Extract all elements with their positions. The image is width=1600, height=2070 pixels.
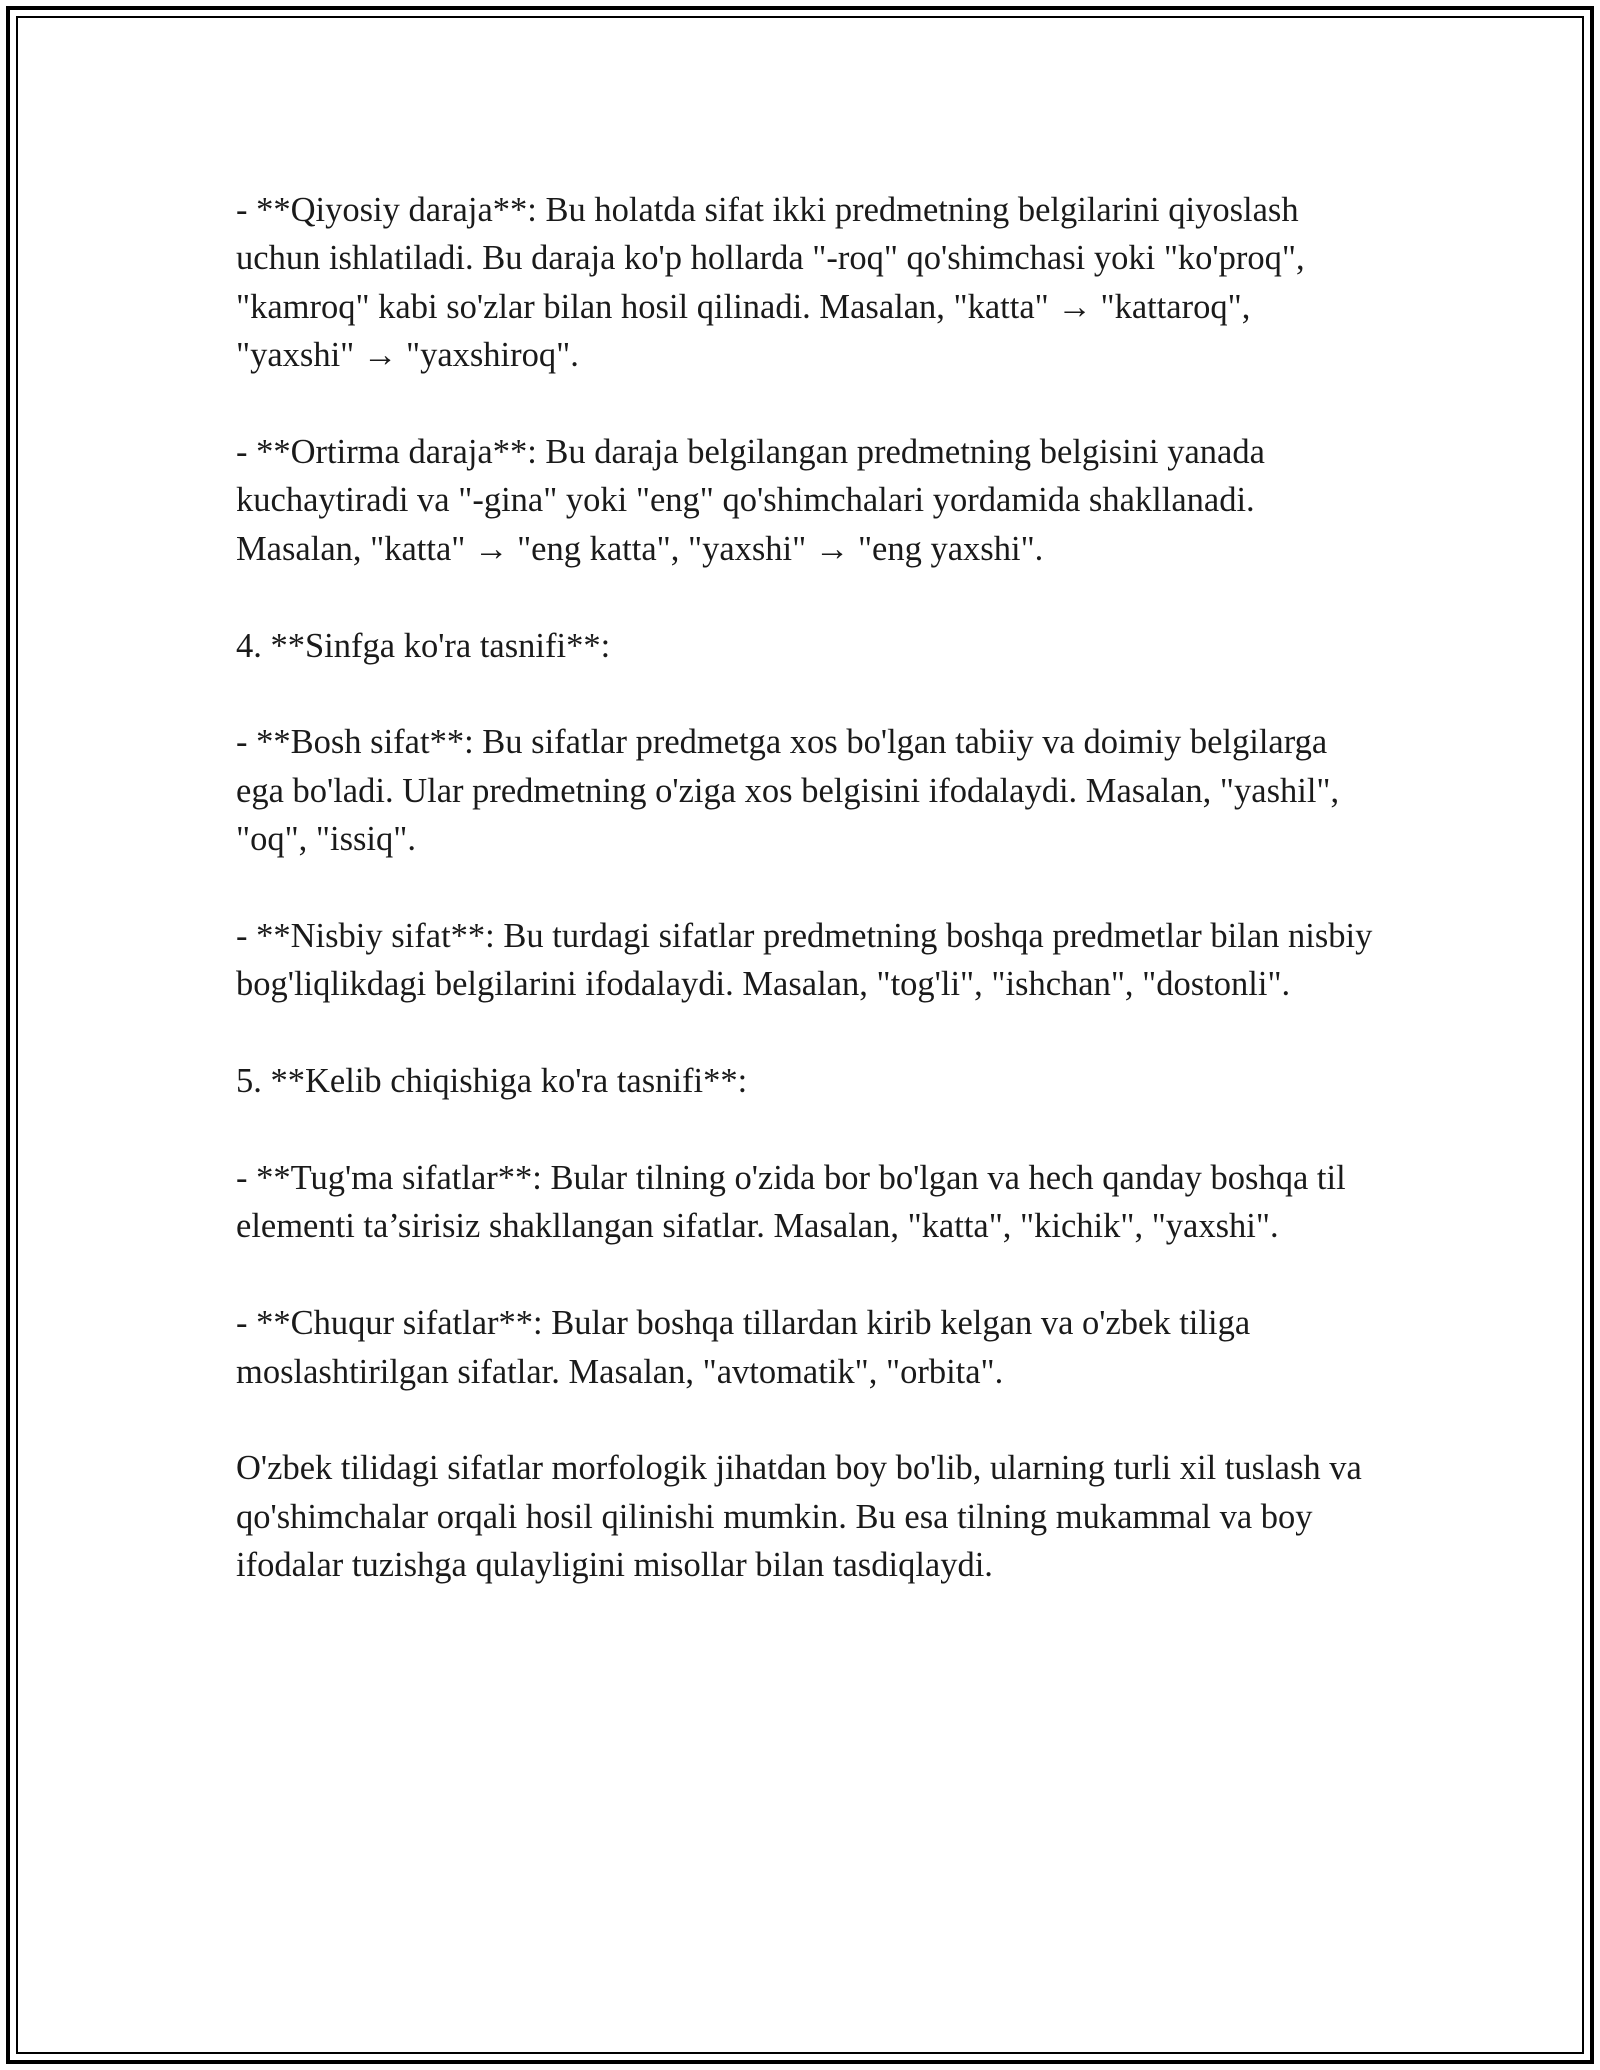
paragraph-tugma-sifatlar: - **Tug'ma sifatlar**: Bular tilning o'zida bor bo'lgan va hech qanday boshqa til elementi ta’sirisiz shakllangan sifatlar. Masalan, "katta", "kichik", "yaxshi".	[236, 1159, 1346, 1246]
heading-kelib-chiqishiga-kora-tasnifi: 5. **Kelib chiqishiga ko'ra tasnifi**:	[236, 1062, 748, 1101]
paragraph-ortirma-daraja: - **Ortirma daraja**: Bu daraja belgilangan predmetning belgisini yanada kuchaytiradi va "-gina" yoki "eng" qo'shimchalari yordamida shakllanadi. Masalan, "katta" → "eng katta", "yaxshi" → "eng yaxshi".	[236, 433, 1265, 568]
heading-sinfga-kora-tasnifi: 4. **Sinfga ko'ra tasnifi**:	[236, 626, 611, 665]
paragraph-chuqur-sifatlar: - **Chuqur sifatlar**: Bular boshqa tillardan kirib kelgan va o'zbek tiliga moslashtirilgan sifatlar. Masalan, "avtomatik", "orbita".	[236, 1304, 1251, 1391]
paragraph-nisbiy-sifat: - **Nisbiy sifat**: Bu turdagi sifatlar predmetning boshqa predmetlar bilan nisbiy bog'liqlikdagi belgilarini ifodalaydi. Masalan, "tog'li", "ishchan", "dostonli".	[236, 917, 1373, 1004]
paragraph-bosh-sifat: - **Bosh sifat**: Bu sifatlar predmetga xos bo'lgan tabiiy va doimiy belgilarga ega bo'ladi. Ular predmetning o'ziga xos belgisini ifodalaydi. Masalan, "yashil", "oq", "issiq".	[236, 723, 1340, 859]
paragraph-qiyosiy-daraja: - **Qiyosiy daraja**: Bu holatda sifat ikki predmetning belgilarini qiyoslash uchun ishlatiladi. Bu daraja ko'p hollarda "-roq" qo'shimchasi yoki "ko'proq", "kamroq" kabi so'zlar bilan hosil qilinadi. Masalan, "katta" → "kattaroq", "yaxshi" → "yaxshiroq".	[236, 191, 1305, 375]
paragraph-conclusion: O'zbek tilidagi sifatlar morfologik jihatdan boy bo'lib, ularning turli xil tuslash va qo'shimchalar orqali hosil qilinishi mumkin. Bu esa tilning mukammal va boy ifodalar tuzishga qulayligini misollar bilan tasdiqlaydi.	[236, 1449, 1362, 1585]
document-body	[236, 186, 1376, 1590]
